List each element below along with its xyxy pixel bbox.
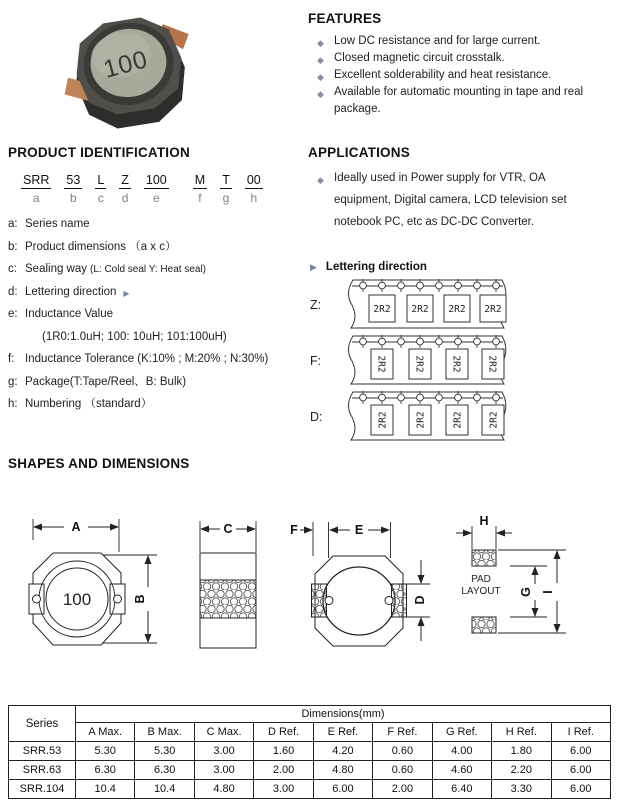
lettering-row-label: D:	[310, 410, 323, 424]
diamond-bullet-icon: ◆	[317, 175, 324, 185]
cell: 0.60	[373, 742, 432, 761]
features-list	[308, 33, 610, 118]
cell: 3.30	[492, 780, 551, 799]
dim-label-f: F	[290, 523, 298, 537]
tape-diagram-z	[341, 277, 513, 333]
legend-item: c: Sealing way (L: Cold seal Y: Heat seal)	[8, 263, 207, 275]
col-header: E Ref.	[313, 723, 372, 742]
lettering-row-f	[303, 333, 513, 389]
cell: 2.00	[254, 761, 313, 780]
chip-label: 2R2	[413, 355, 425, 373]
dim-label-h: H	[479, 514, 489, 528]
triangle-right-icon: ▶	[310, 261, 317, 272]
group-header: Dimensions(mm)	[76, 706, 611, 723]
code-column: 00 h	[246, 173, 261, 205]
dim-label-e: E	[354, 523, 364, 537]
cell: 6.00	[551, 761, 611, 780]
diamond-bullet-icon: ◆	[317, 89, 324, 99]
cell: 1.80	[492, 742, 551, 761]
series-cell: SRR.53	[9, 742, 76, 761]
cell: 4.20	[313, 742, 372, 761]
col-header: G Ref.	[432, 723, 491, 742]
cell: 3.00	[254, 780, 313, 799]
product-photo	[30, 0, 215, 135]
chip-label: 2R2	[450, 355, 462, 373]
features-title: FEATURES	[308, 11, 382, 26]
lettering-direction-title: Lettering direction	[325, 261, 427, 273]
part-number-legend	[8, 218, 306, 411]
col-header: I Ref.	[551, 723, 611, 742]
applications-section	[308, 145, 610, 233]
feature-item: ◆ Available for automatic mounting in tape and real package.	[308, 84, 610, 118]
legend-item: f: Inductance Tolerance (K:10% ; M:20% ; N:30%)	[8, 353, 269, 365]
product-identification-title: PRODUCT IDENTIFICATION	[8, 145, 190, 160]
photo-marking: 100	[100, 45, 152, 84]
chip-label: 2R2	[488, 411, 500, 429]
diamond-bullet-icon: ◆	[317, 72, 324, 82]
chip-label: 2R2	[411, 304, 429, 315]
series-cell: SRR.63	[9, 761, 76, 780]
dim-label-i: I	[541, 590, 555, 594]
view-top	[29, 519, 157, 645]
applications-list	[308, 167, 610, 233]
feature-item: ◆ Excellent solderability and heat resistance.	[308, 67, 610, 84]
chip-label: 2R2	[377, 411, 389, 429]
application-item: ◆ Ideally used in Power supply for VTR, OA equipment, Digital camera, LCD television set notebook PC, etc as DC-DC Converter.	[308, 167, 610, 233]
diamond-bullet-icon: ◆	[317, 38, 324, 48]
legend-item: a: Series name	[8, 218, 90, 230]
drawing-marking: 100	[62, 590, 92, 609]
chip-label: 2R2	[484, 304, 502, 315]
code-column: M f	[194, 173, 206, 205]
chip-label: 2R2	[452, 411, 464, 429]
table-row	[9, 761, 611, 780]
chip-label: 2R2	[486, 355, 498, 373]
col-header: F Ref.	[373, 723, 432, 742]
diamond-bullet-icon: ◆	[317, 55, 324, 65]
cell: 6.30	[135, 761, 194, 780]
cell: 6.40	[432, 780, 491, 799]
cell: 10.4	[76, 780, 135, 799]
cell: 4.60	[432, 761, 491, 780]
table-group-header-row	[9, 706, 611, 723]
dim-label-c: C	[223, 522, 233, 536]
cell: 0.60	[373, 761, 432, 780]
dim-label-d: D	[413, 595, 427, 605]
cell: 6.30	[76, 761, 135, 780]
applications-title: APPLICATIONS	[308, 145, 410, 160]
code-column: L c	[97, 173, 105, 205]
code-column: SRR a	[23, 173, 50, 205]
legend-item: e: Inductance Value	[8, 308, 114, 320]
cell: 1.60	[254, 742, 313, 761]
cell: 5.30	[76, 742, 135, 761]
cell: 6.00	[551, 742, 611, 761]
pad-layout-label-1: PAD	[471, 574, 491, 585]
table-column-header-row	[9, 723, 611, 742]
chip-label: 2R2	[375, 355, 387, 373]
pad-layout-label-2: LAYOUT	[461, 586, 501, 597]
cell: 5.30	[135, 742, 194, 761]
cell: 4.00	[432, 742, 491, 761]
cell: 2.00	[373, 780, 432, 799]
cell: 6.00	[313, 780, 372, 799]
col-header: A Max.	[76, 723, 135, 742]
table-row	[9, 742, 611, 761]
lettering-row-label: F:	[310, 354, 322, 368]
tape-diagram-f	[341, 333, 513, 389]
chip-label: 2R2	[415, 411, 427, 429]
triangle-right-icon: ▶	[123, 288, 130, 298]
code-column: Z d	[121, 173, 129, 205]
product-identification-section	[8, 145, 306, 421]
lettering-row-label: Z:	[310, 298, 322, 312]
cell: 3.00	[194, 761, 253, 780]
part-number-code	[21, 171, 306, 205]
series-cell: SRR.104	[9, 780, 76, 799]
cell: 10.4	[135, 780, 194, 799]
legend-item: d: Lettering direction ▶	[8, 285, 130, 298]
col-header: D Ref.	[254, 723, 313, 742]
table-row	[9, 780, 611, 799]
lettering-row-d	[303, 389, 513, 445]
shapes-title: SHAPES AND DIMENSIONS	[8, 456, 190, 471]
dimensions-table	[8, 705, 611, 799]
cell: 6.00	[551, 780, 611, 799]
cell: 3.00	[194, 742, 253, 761]
view-bottom	[300, 522, 430, 646]
legend-item: g: Package(T:Tape/Reel、B: Bulk)	[8, 375, 187, 388]
code-column: 100 e	[145, 173, 167, 205]
cell: 4.80	[194, 780, 253, 799]
col-header: H Ref.	[492, 723, 551, 742]
code-column: 53 b	[66, 173, 81, 205]
legend-item: b: Product dimensions （a x c）	[8, 240, 177, 253]
cell: 4.80	[313, 761, 372, 780]
dim-label-a: A	[71, 520, 81, 534]
lettering-row-z	[303, 277, 513, 333]
features-section	[308, 11, 610, 118]
chip-label: 2R2	[448, 304, 466, 315]
feature-item: ◆ Closed magnetic circuit crosstalk.	[308, 50, 610, 67]
code-column: T g	[222, 173, 230, 205]
view-side	[200, 521, 256, 648]
feature-item: ◆ Low DC resistance and for large current.	[308, 33, 610, 50]
dimension-drawings	[0, 500, 618, 700]
dim-label-g: G	[519, 587, 533, 597]
legend-item: (1R0:1.0uH; 100: 10uH; 101:100uH)	[42, 330, 227, 343]
dim-label-b: B	[133, 594, 147, 604]
series-header: Series	[9, 706, 76, 742]
chip-label: 2R2	[373, 304, 391, 315]
cell: 2.20	[492, 761, 551, 780]
tape-diagram-d	[341, 389, 513, 445]
legend-item: h: Numbering （standard）	[8, 398, 153, 410]
col-header: B Max.	[135, 723, 194, 742]
lettering-direction-header	[310, 261, 427, 273]
col-header: C Max.	[194, 723, 253, 742]
